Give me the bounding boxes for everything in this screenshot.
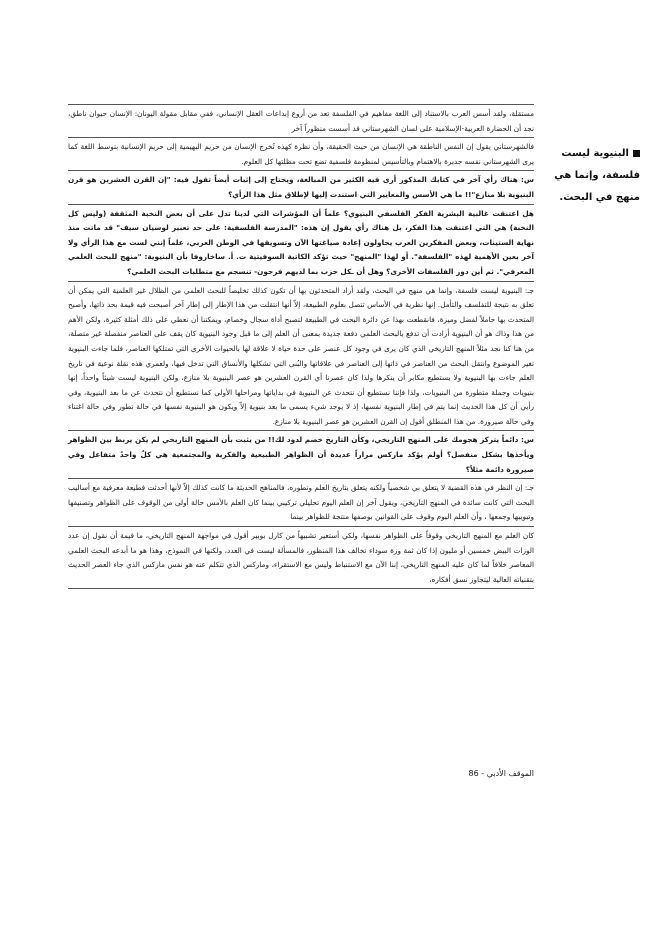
intro-paragraph-1 [68, 105, 534, 137]
answer-1 [68, 282, 534, 431]
paragraph-text: فالشهرستاني يقول إن النفس الناطقة هي الإنسان من حيث الحقيقة، وأن نظرة كهذه تُخرج الإنسان من حريم البهيمية إلى حريم الإنسانية بتوسط اللغة كما يرى الشهرستاني نفسه جديرة بالاهتمام وبالتأسيس لمنظومة فلسفية تضع تحت مظلتها كل العلوم. [68, 142, 534, 166]
page-footer: الموقف الأدبي - 86 [468, 769, 534, 778]
question-text: س: دائماً يتركز هجومك على المنهج التاريخي، وكأن التاريخ خصم لدود لك!! من يثبت بأن المنهج التاريخي لم يكن يربط بين الظواهر ويأخذها بشكل منفصل؟ أولم يؤكد ماركس مراراً عديدة أن الظواهر الطبيعية والفكرية والمجتمعية هي كلٌ واحدٌ متفاعل وفي صيرورة دائمة مثلاً؟ [68, 435, 534, 474]
question-3 [68, 431, 534, 478]
answer-text: جـ: البنيوية ليست فلسفة، وإنما هي منهج في البحث، ولقد أراد المتحدثون بها أن تكون كذلك تخليصاً للبحث العلمي من الظلال غير العلمية التي يمكن أن تعلق به نتيجة للتفلسف والتأمل. إنها نظرية في الأساس تتصل بعلوم الطبيعة، إلاّ أنها انتقلت من هذا الإطار إلى إطار آخر أصبحت فيه قيمة بحد ذاتها، وأصبح المتحدث بها حاملاً لفضل وميزة، فانقطعت بهذا عن دائرة البحث في الطبيعة لتصبح أداة سجال وخصام، ويمكننا أن نعطي على ذلك أمثلة كثيرة، ولكن الأهم من هذا وذاك هو أن البنيوية أرادت أن تدفع بالبحث العلمي دفعة جديدة بمعنى أن العلم إلى ما قبل وجود البنيوية كان يقف على العناصر منفصلة غير متصلة، من هنا كنا نجد مثلاً المنهج التاريخي الذي كان يرى في وجود كل عنصر على حدة حياة لا علاقة لها بالحيوات الأخرى التي تمتلكها العناصر، فلما جاءت البنيوية تغير الموضوع وانتقل البحث من العناصر في ذاتها إلى العناصر في علاقاتها والبُنى التي تشكلها والأنساق التي تدخل فيها، ولعمري هذه نقلة نوعية في تاريخ العلم جاءت بها البنيوية ولا يستطيع مكابر أن ينكرها ولذا كان عصرنا أي القرن العشرين هو عصر البنيوية بلا منازع، ولكن البنيوية ليست شيئاً واحداً، إنها بنيويات وجملة متطورة من البنيويات، ولذا فإننا نستطيع أن نتحدث عن البنيوية في بداياتها ومراحلها الأولى كما نستطيع أن نتحدث عن ما بعد البنيوية، وفي رأيي أن كل هذا الحديث إنما يتم في إطار البنيوية نفسها، إذ لا يوجد شيء يسمى ما بعد بنيوية إلاّ ويكون هو البنيوية نفسها في حالة تطور وفي حالة اغتناء وفي حالة صيرورة. من هذا المنطلق أقول إن القرن العشرين هو عصر البنيوية بلا منازع. [68, 285, 534, 426]
question-text: س: هناك رأي آخر في كتابك المذكور أرى فيه الكثير من المبالغة، ويحتاج إلى إثبات أيضاً تقول فيه: "إن القرن العشرين هو قرن البنيوية بلا منازع"!! ما هي الأسس والمعايير التي استندت إليها لإطلاق مثل هذا الرأي؟ [68, 175, 534, 199]
paragraph-text: كان العلم مع المنهج التاريخي وقوفاً على الظواهر نفسها، ولكي أستعير تشبيهاً من كارل بوبير أقول في مواجهة المنهج التاريخي، ما قيمة أن نقول إن عدد الوزات البيض خمسين أو مليون إذا كان ثمة وزة سوداء تخالف هذا المنظور، فالمسألة ليست في العدد، ولكنها في النموذج، وهذا هو ما أبدعه البحث العلمي المعاصر خلافاً لما كان عليه المنهج التاريخي، إننا الآن مع الاستنباط وليس مع الاستقراء، وماركس الذي تتكلم عنه هو نفس ماركس الذي جاء العصر الحديث بتقنياته العالية ليتجاوز نسق أفكاره، [68, 531, 534, 584]
pull-quote [540, 143, 640, 209]
continuation-paragraph [68, 527, 534, 588]
bullet-square-icon [633, 150, 640, 157]
answer-2 [68, 479, 534, 526]
paragraph-text: مستقلة، ولقد أسس العرب بالاستناد إلى اللغة مفاهيم في الفلسفة تعد من أروع إبداعات العقل الإنساني، ففي مقابل مقولة اليونان: الإنسان حيوان ناطق، نجد أن الحضارة العربية-الإسلامية على لسان الشهرستاني قد أسست منظوراً آخر [68, 109, 534, 133]
question-2 [68, 205, 534, 281]
pull-quote-text: البنيوية ليست فلسفة، وإنما هي منهج في البحث. [554, 148, 640, 203]
divider [68, 588, 534, 589]
question-1 [68, 171, 534, 203]
article-body [68, 104, 534, 589]
question-text: هل اعتنقت غالبية البشرية الفكر الفلسفي البنيوي؟ علماً أن المؤشرات التي لدينا تدل على أن بعض النخبة المثقفة (وليس كل النخبة) هي التي اعتنقت هذا الفكر، بل هناك رأي يقول إن هذه: "المدرسة الفلسفية: على حد تعبير لوسيان سيف" قد ماتت منذ نهاية الستينات، وبعض المفكرين العرب يحاولون إعادة صياغتها الآن وتسويقها في الوطن العربي، علماً إنني لست مع هذا الرأي ولا آخر بعين الأهمية لهذه "الفلسفة". أو لهذا "المنهج" حيث تؤكد الكاتبة السوفيتية ت. أ. ساخاروفا بأن البنيوية: "منهج للبحث العلمي المعرفي". ثم أين دور الفلسفات الأخرى؟ وهل أن ـكل حزب بما لديهم فرحون- تنسجم مع متطلبات البحث العلمي؟ [68, 208, 534, 276]
intro-paragraph-2 [68, 138, 534, 170]
answer-text: جـ: إن النظر في هذه القضية لا يتعلق بي شخصياً ولكنه يتعلق بتاريخ العلم وتطوره، فالمناهج الحديثة ما كانت كذلك إلاّ لأنها أحدثت قطيعة معرفية مع أساليب البحث التي كانت سائدة في المنهج التاريخي، ويقول آخر إن العلم اليوم تحليلي تركيبي بينما كان العلم بالأمس حالة أولى من الوقوف على الظواهر وتصنيفها وتبويبها وجمعها ، وأن العلم اليوم وقوف على القوانين بوصفها منتجة للظواهر بينما [68, 483, 534, 522]
